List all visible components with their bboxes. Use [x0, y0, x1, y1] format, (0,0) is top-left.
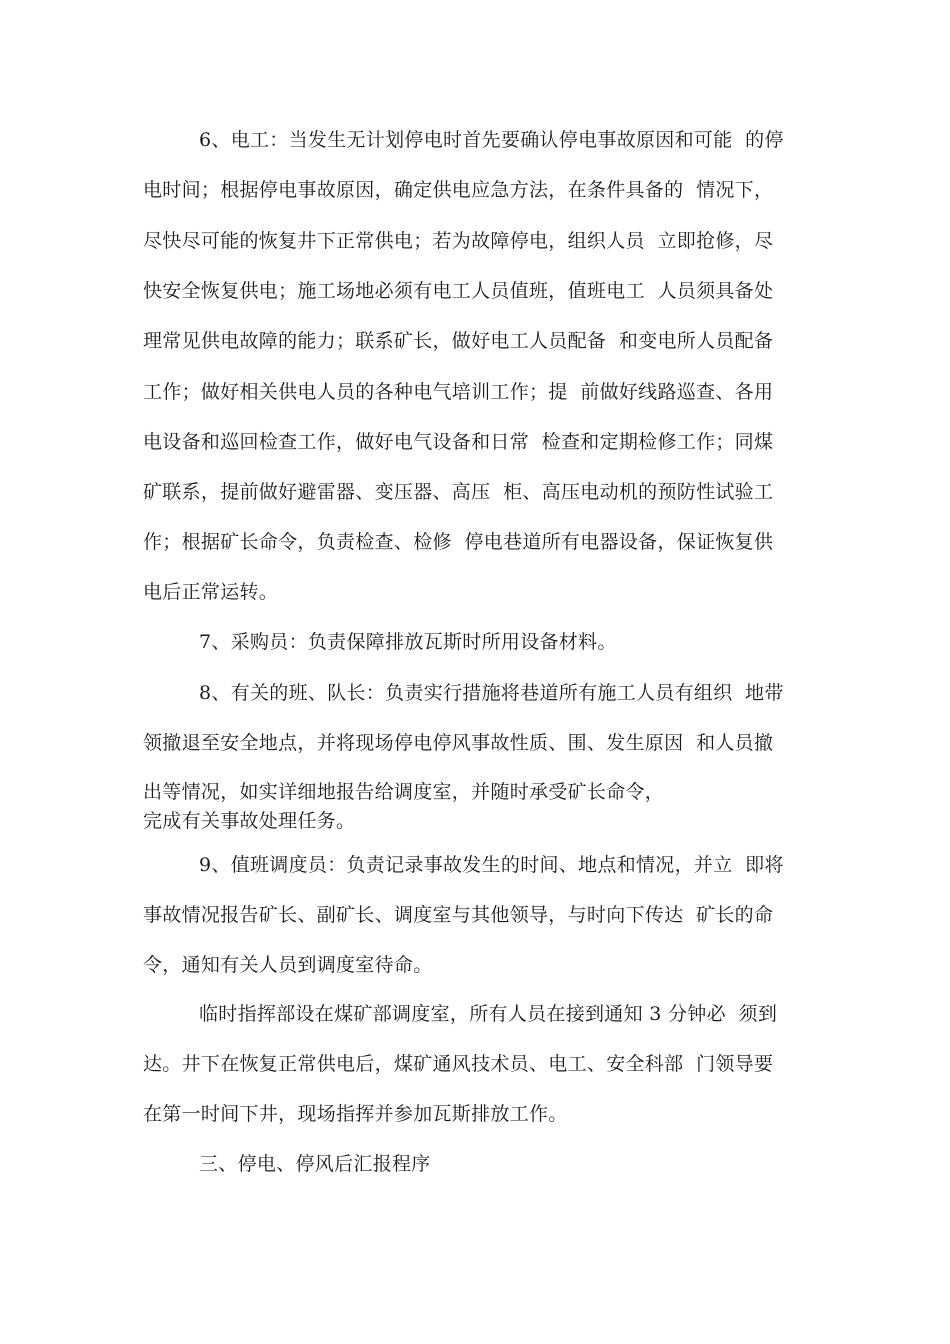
- text-line: 快安全恢复供电；施工场地必须有电工人员值班，值班电工 人员须具备处: [143, 280, 774, 302]
- text-line: 矿联系，提前做好避雷器、变压器、高压 柜、高压电动机的预防性试验工: [143, 481, 774, 503]
- text-line: 达。井下在恢复正常供电后，煤矿通风技术员、电工、安全科部 门领导要: [143, 1053, 774, 1075]
- text-line: 电后正常运转。: [143, 581, 279, 603]
- text-line: 6、电工：当发生无计划停电时首先要确认停电事故原因和可能 的停: [199, 129, 784, 151]
- text-line: 出等情况，如实详细地报告给调度室，并随时承受矿长命令，: [143, 781, 665, 803]
- section-heading: 三、停电、停风后汇报程序: [199, 1153, 431, 1175]
- text-line: 领撤退至安全地点，并将现场停电停风事故性质、围、发生原因 和人员撤: [143, 732, 774, 754]
- text-line: 在第一时间下井，现场指挥并参加瓦斯排放工作。: [143, 1103, 568, 1125]
- text-line: 7、采购员：负责保障排放瓦斯时所用设备材料。: [199, 631, 617, 653]
- text-line: 8、有关的班、队长：负责实行措施将巷道所有施工人员有组织 地带: [199, 682, 784, 704]
- text-line: 完成有关事故处理任务。: [143, 810, 356, 832]
- text-line: 理常见供电故障的能力；联系矿长，做好电工人员配备 和变电所人员配备: [143, 330, 774, 352]
- text-line: 电设备和巡回检查工作，做好电气设备和日常 检查和定期检修工作；同煤: [143, 431, 774, 453]
- text-line: 电时间；根据停电事故原因，确定供电应急方法，在条件具备的 情况下，: [143, 179, 774, 201]
- text-line: 尽快尽可能的恢复井下正常供电；若为故障停电，组织人员 立即抢修，尽: [143, 230, 774, 252]
- text-line: 9、值班调度员：负责记录事故发生的时间、地点和情况，并立 即将: [199, 854, 784, 876]
- text-line: 令，通知有关人员到调度室待命。: [143, 954, 433, 976]
- text-line: 作；根据矿长命令，负责检查、检修 停电巷道所有电器设备，保证恢复供: [143, 531, 774, 553]
- text-line: 事故情况报告矿长、副矿长、调度室与其他领导，与时向下传达 矿长的命: [143, 904, 774, 926]
- text-line: 临时指挥部设在煤矿部调度室，所有人员在接到通知 3 分钟必 须到: [199, 1003, 778, 1025]
- text-line: 工作；做好相关供电人员的各种电气培训工作；提 前做好线路巡查、各用: [143, 381, 774, 403]
